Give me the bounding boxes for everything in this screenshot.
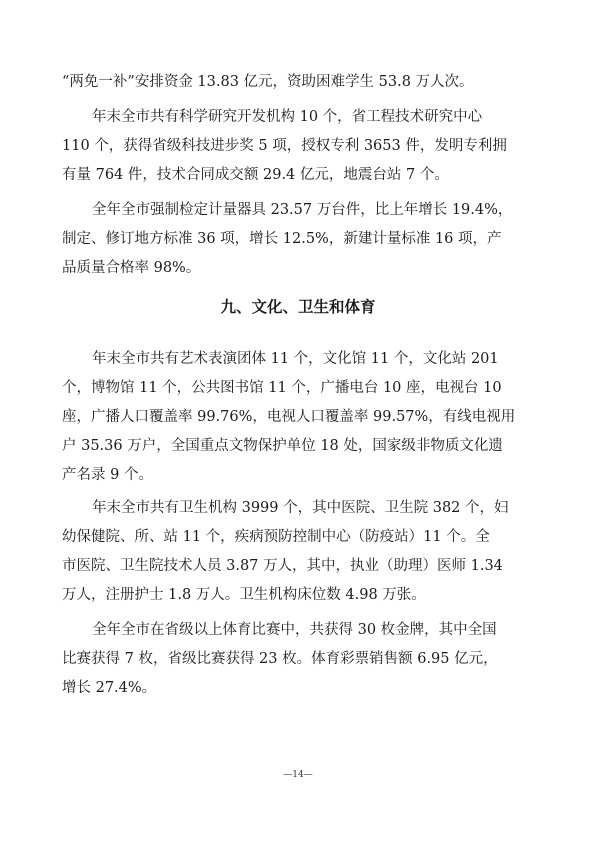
paragraph-line: 座，广播人口覆盖率 99.76%，电视人口覆盖率 99.57%，有线电视用: [62, 409, 516, 425]
paragraph-line: 户 35.36 万户，全国重点文物保护单位 18 处，国家级非物质文化遗: [62, 438, 503, 454]
paragraph-line: 年末全市共有卫生机构 3999 个，其中医院、卫生院 382 个，妇: [92, 500, 509, 516]
paragraph-line: 制定、修订地方标准 36 项，增长 12.5%，新建计量标准 16 项，产: [62, 231, 502, 247]
paragraph-line: 比赛获得 7 枚，省级比赛获得 23 枚。体育彩票销售额 6.95 亿元，: [62, 651, 498, 667]
paragraph-metrology-standards: [62, 196, 536, 283]
paragraph-sports: [62, 616, 536, 703]
paragraph-line: 产名录 9 个。: [62, 467, 153, 483]
paragraph-two-exemptions: [62, 68, 536, 97]
paragraph-culture: [62, 345, 536, 490]
paragraph-line: 个，博物馆 11 个，公共图书馆 11 个，广播电台 10 座，电视台 10: [62, 380, 502, 396]
paragraph-line: 有量 764 件，技术合同成交额 29.4 亿元，地震台站 7 个。: [62, 167, 449, 183]
paragraph-line: “两免一补”安排资金 13.83 亿元，资助困难学生 53.8 万人次。: [62, 74, 474, 90]
paragraph-health: [62, 494, 536, 610]
paragraph-line: 年末全市共有艺术表演团体 11 个，文化馆 11 个，文化站 201: [92, 351, 499, 367]
page-number: —14—: [283, 770, 313, 780]
paragraph-line: 品质量合格率 98%。: [62, 260, 201, 276]
paragraph-science-technology: [62, 103, 536, 190]
paragraph-line: 增长 27.4%。: [62, 680, 157, 696]
paragraph-line: 市医院、卫生院技术人员 3.87 万人，其中，执业（助理）医师 1.34: [62, 558, 503, 574]
paragraph-line: 110 个，获得省级科技进步奖 5 项，授权专利 3653 件，发明专利拥: [62, 138, 507, 154]
paragraph-line: 年末全市共有科学研究开发机构 10 个，省工程技术研究中心: [92, 109, 483, 125]
paragraph-line: 幼保健院、所、站 11 个，疾病预防控制中心（防疫站）11 个。全: [62, 529, 490, 545]
paragraph-line: 全年全市在省级以上体育比赛中，共获得 30 枚金牌，其中全国: [92, 622, 497, 638]
paragraph-line: 万人，注册护士 1.8 万人。卫生机构床位数 4.98 万张。: [62, 587, 426, 603]
paragraph-line: 全年全市强制检定计量器具 23.57 万台件，比上年增长 19.4%，: [92, 202, 513, 218]
section-heading: 九、文化、卫生和体育: [220, 298, 376, 316]
